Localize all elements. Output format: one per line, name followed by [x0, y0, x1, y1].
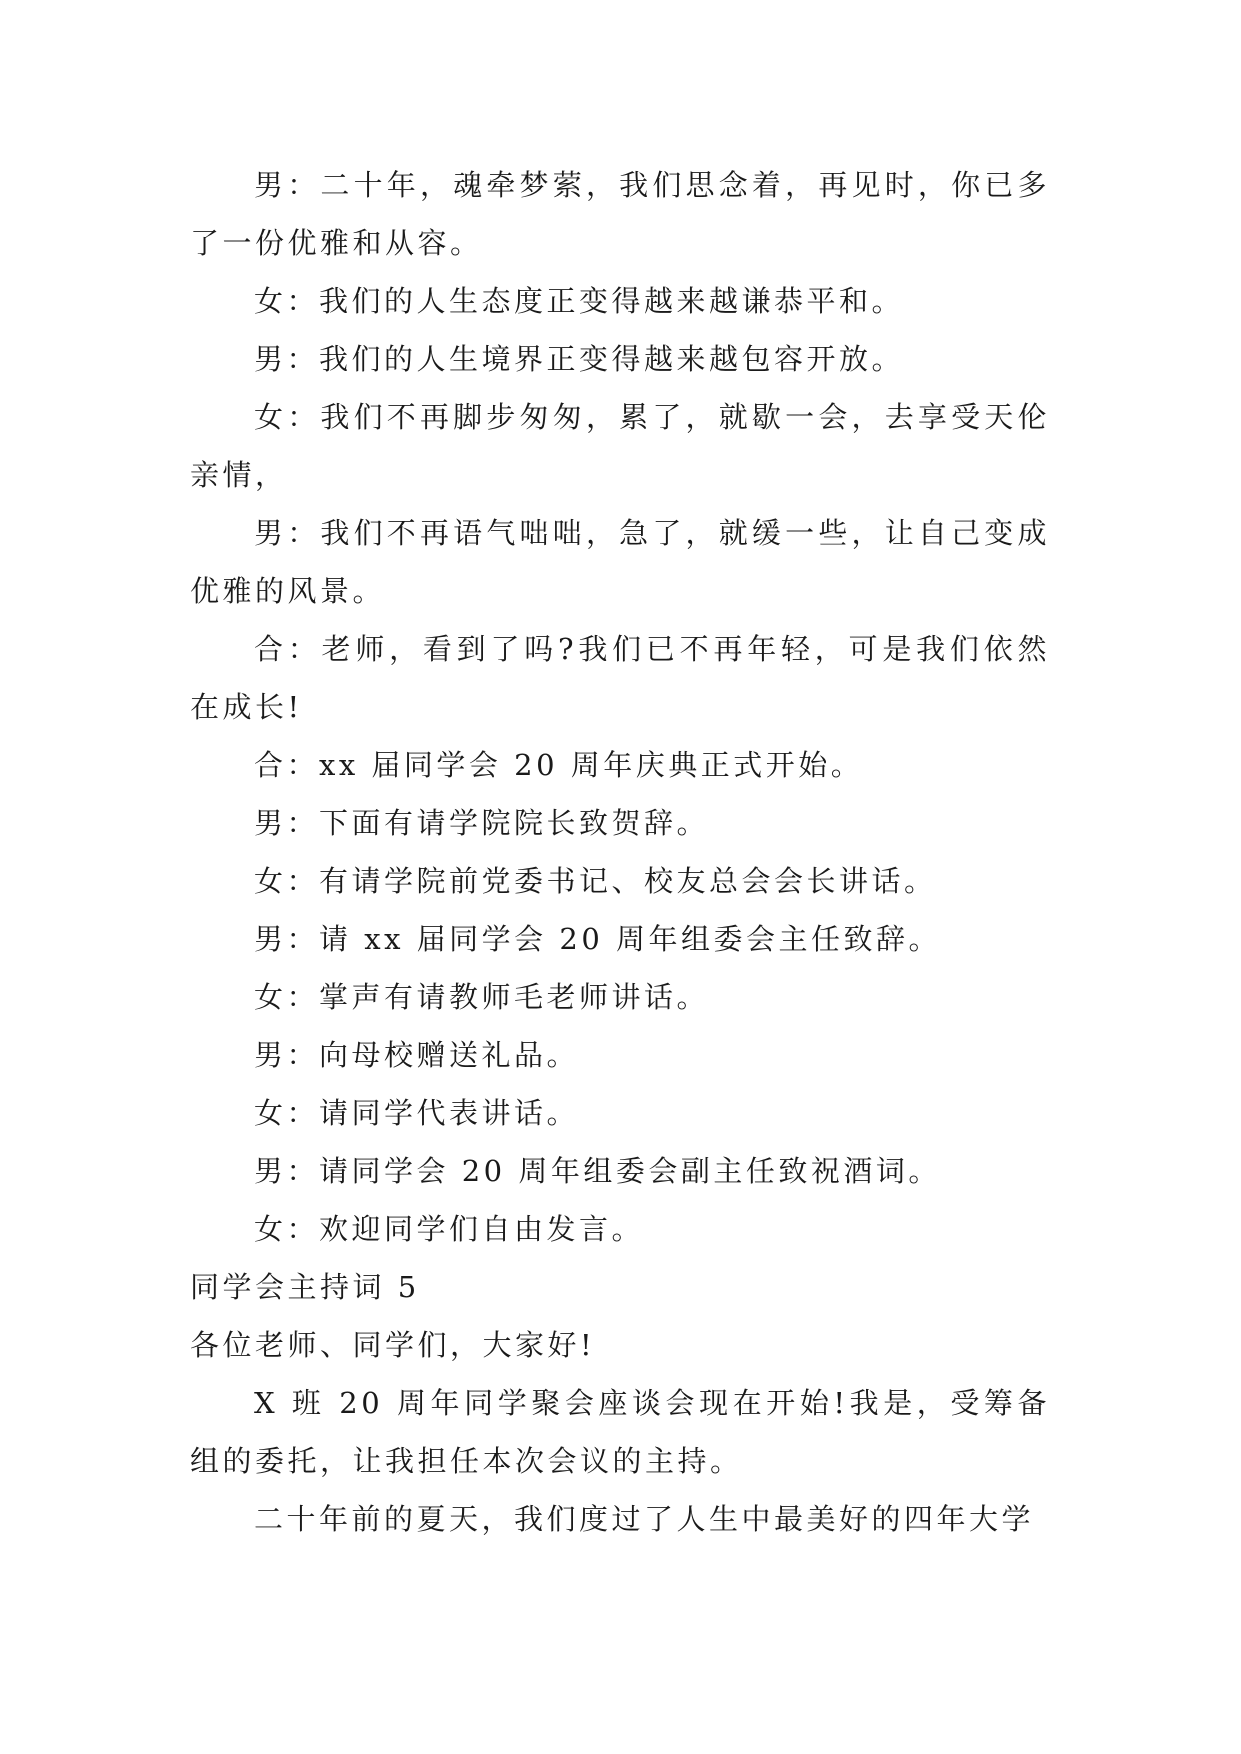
- paragraph: 女：我们不再脚步匆匆，累了，就歇一会，去享受天伦亲情，: [190, 400, 1050, 492]
- paragraph: 合：老师，看到了吗?我们已不再年轻，可是我们依然在成长!: [190, 632, 1050, 724]
- paragraph: 女：掌声有请教师毛老师讲话。: [254, 980, 710, 1014]
- paragraph: 二十年前的夏天，我们度过了人生中最美好的四年大学: [254, 1502, 1035, 1536]
- greeting: 各位老师、同学们，大家好!: [190, 1328, 596, 1362]
- paragraph: 男：二十年，魂牵梦萦，我们思念着，再见时，你已多了一份优雅和从容。: [190, 168, 1050, 260]
- paragraph: 女：我们的人生态度正变得越来越谦恭平和。: [254, 284, 905, 318]
- document-body: [190, 156, 1050, 1548]
- paragraph: 男：我们不再语气咄咄，急了，就缓一些，让自己变成优雅的风景。: [190, 516, 1050, 608]
- paragraph: 女：有请学院前党委书记、校友总会会长讲话。: [254, 864, 937, 898]
- paragraph: 男：请同学会 20 周年组委会副主任致祝酒词。: [254, 1154, 941, 1188]
- section-heading: 同学会主持词 5: [190, 1270, 420, 1304]
- paragraph: 合：xx 届同学会 20 周年庆典正式开始。: [254, 748, 864, 782]
- paragraph: X 班 20 周年同学聚会座谈会现在开始!我是，受筹备组的委托，让我担任本次会议的主持。: [190, 1386, 1050, 1478]
- paragraph: 男：请 xx 届同学会 20 周年组委会主任致辞。: [254, 922, 941, 956]
- paragraph: 男：向母校赠送礼品。: [254, 1038, 580, 1072]
- paragraph: 男：我们的人生境界正变得越来越包容开放。: [254, 342, 905, 376]
- paragraph: 女：欢迎同学们自由发言。: [254, 1212, 645, 1246]
- paragraph: 男：下面有请学院院长致贺辞。: [254, 806, 710, 840]
- paragraph: 女：请同学代表讲话。: [254, 1096, 580, 1130]
